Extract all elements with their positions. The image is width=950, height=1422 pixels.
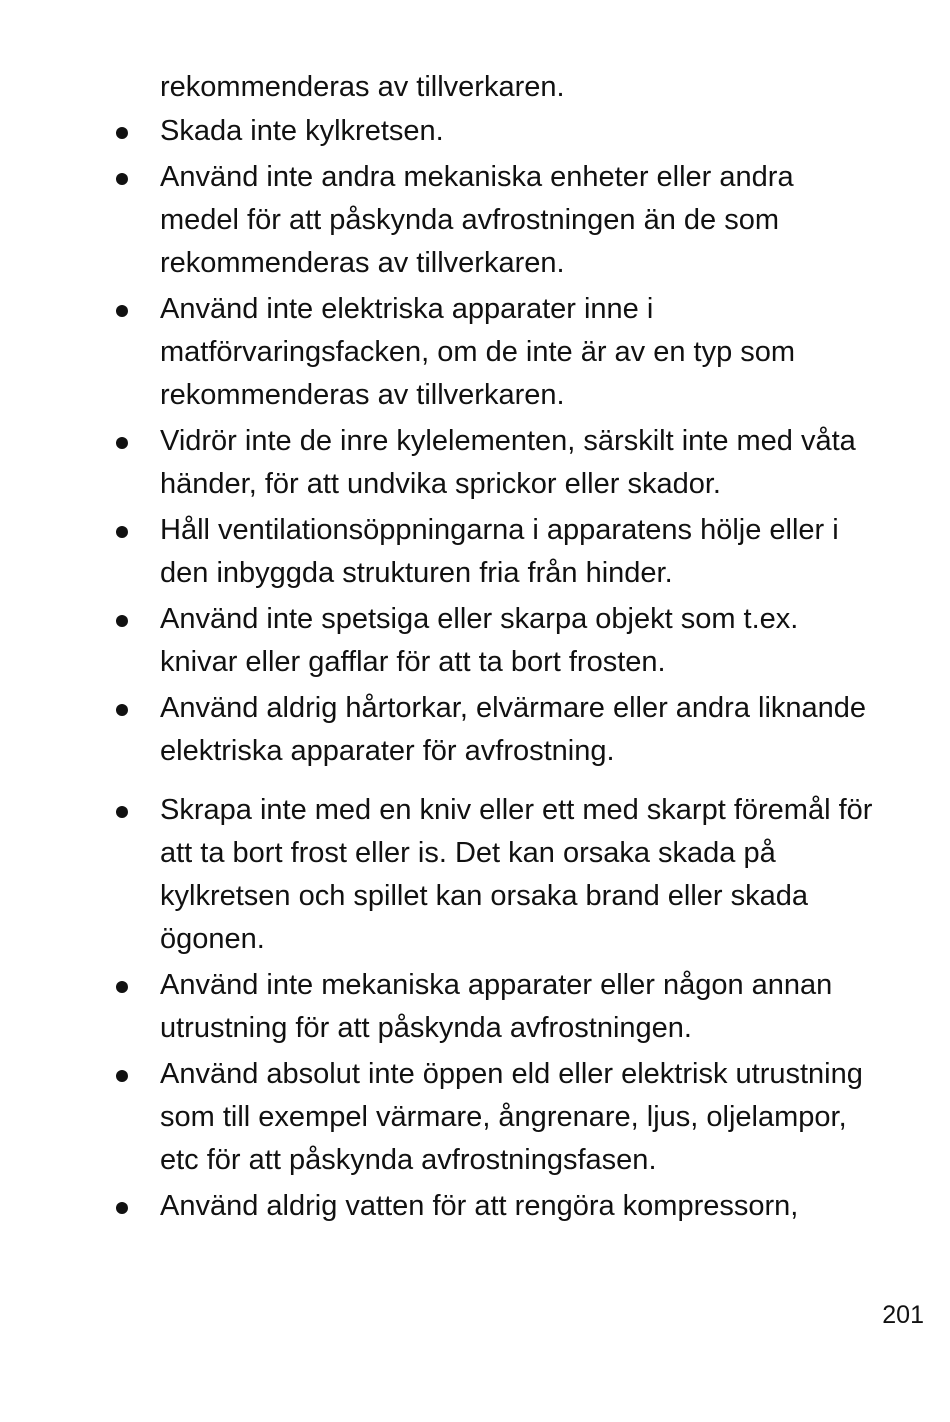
bullet-icon (116, 173, 128, 185)
list-item-text: Använd inte spetsiga eller skarpa objekt som t.ex. knivar eller gafflar för att ta bort frosten. (160, 603, 799, 678)
list-item-text: Använd inte elektriska apparater inne i matförvaringsfacken, om de inte är av en typ som rekommenderas av tillverkaren. (160, 293, 796, 411)
list-item (0, 288, 950, 417)
list-item (0, 1053, 950, 1182)
safety-bullet-list (0, 110, 950, 1231)
bullet-icon (116, 615, 128, 627)
list-item (0, 598, 950, 684)
bullet-icon (116, 1202, 128, 1214)
list-item (0, 420, 950, 506)
bullet-icon (116, 1070, 128, 1082)
list-item (0, 110, 950, 153)
list-item (0, 1185, 950, 1228)
list-item (0, 687, 950, 773)
page-number: 201 (882, 1301, 924, 1329)
list-item-text: Använd aldrig vatten för att rengöra kompressorn, (160, 1190, 799, 1222)
bullet-icon (116, 437, 128, 449)
bullet-icon (116, 981, 128, 993)
list-item (0, 156, 950, 285)
continuation-text: rekommenderas av tillverkaren. (160, 71, 565, 103)
list-item (0, 789, 950, 961)
list-item (0, 509, 950, 595)
list-item-text: Skrapa inte med en kniv eller ett med skarpt föremål för att ta bort frost eller is. Det kan orsaka skada på kylkretsen och spillet kan orsaka brand eller skada ögonen. (160, 794, 873, 955)
bullet-icon (116, 305, 128, 317)
list-item (0, 964, 950, 1050)
list-item-text: Håll ventilationsöppningarna i apparatens hölje eller i den inbyggda strukturen fria från hinder. (160, 514, 839, 589)
list-item-text: Använd absolut inte öppen eld eller elektrisk utrustning som till exempel värmare, ångrenare, ljus, oljelampor, etc för att påskynda avfrostningsfasen. (160, 1058, 863, 1176)
list-item-text: Använd inte andra mekaniska enheter eller andra medel för att påskynda avfrostningen än de som rekommenderas av tillverkaren. (160, 161, 794, 279)
bullet-icon (116, 526, 128, 538)
list-item-text: Använd inte mekaniska apparater eller någon annan utrustning för att påskynda avfrostningen. (160, 969, 833, 1044)
bullet-icon (116, 806, 128, 818)
list-item-text: Vidrör inte de inre kylelementen, särskilt inte med våta händer, för att undvika sprickor eller skador. (160, 425, 856, 500)
list-item-text: Använd aldrig hårtorkar, elvärmare eller andra liknande elektriska apparater för avfrostning. (160, 692, 867, 767)
list-item-text: Skada inte kylkretsen. (160, 115, 444, 147)
bullet-icon (116, 704, 128, 716)
bullet-icon (116, 127, 128, 139)
